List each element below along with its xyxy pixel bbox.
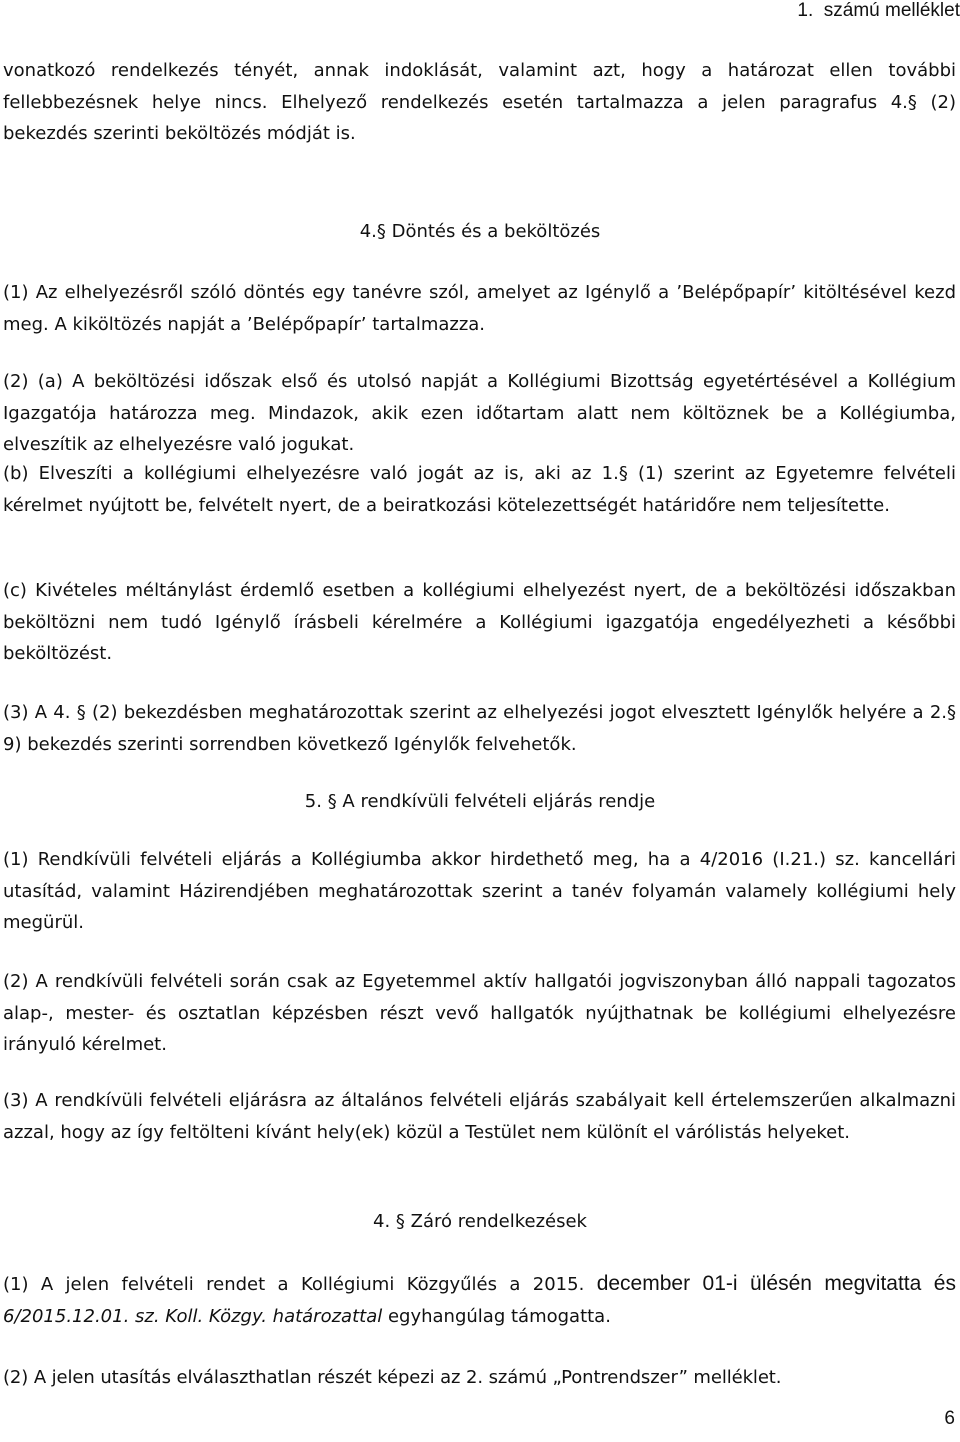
final-p1-text-b: december 01-i ülésén megvitatta és: [596, 1272, 956, 1295]
section-4-paragraph-1: (1) Az elhelyezésről szóló döntés egy tanévre szól, amelyet az Igénylő a ’Belépőpapír’ kitöltésével kezd meg. A kiköltözés napját a ’Belépőpapír’ tartalmazza.: [3, 282, 956, 335]
section-4-heading: 4.§ Döntés és a beköltözés: [359, 221, 601, 242]
section-4-paragraph-2b: (b) Elveszíti a kollégiumi elhelyezésre való jogát az is, aki az 1.§ (1) szerint az Egyetemre felvételi kérelmet nyújtott be, felvételt nyert, de a beiratkozási kötelezettségét határidőre nem teljesítette.: [3, 463, 956, 516]
final-paragraph-2: (2) A jelen utasítás elválaszthatlan részét képezi az 2. számú „Pontrendszer” melléklet.: [3, 1367, 782, 1388]
final-p1-text-a: (1) A jelen felvételi rendet a Kollégiumi Közgyűlés a 2015.: [3, 1274, 585, 1295]
intro-paragraph: vonatkozó rendelkezés tényét, annak indoklását, valamint azt, hogy a határozat ellen további fellebbezésnek helye nincs. Elhelyező rendelkezés esetén tartalmazza a jelen paragrafus 4.§ (2) bekezdés szerinti beköltözés módját is.: [3, 60, 956, 144]
section-5-paragraph-2: (2) A rendkívüli felvételi során csak az Egyetemmel aktív hallgatói jogviszonyban álló nappali tagozatos alap-, mester- és osztatlan képzésben részt vevő hallgatók nyújthatnak be kollégiumi elhelyezésre irányuló kérelmet.: [3, 971, 956, 1055]
section-5-paragraph-1: (1) Rendkívüli felvételi eljárás a Kollégiumba akkor hirdethető meg, ha a 4/2016 (I.21.) sz. kancellári utasítád, valamint Házirendjében meghatározottak szerint a tanév folyamán valamely kollégiumi hely megürül.: [3, 849, 956, 933]
section-5-heading: 5. § A rendkívüli felvételi eljárás rendje: [304, 791, 656, 812]
page-number: 6: [944, 1408, 955, 1429]
section-4-paragraph-2a: (2) (a) A beköltözési időszak első és utolsó napját a Kollégiumi Bizottság egyetértésével a Kollégium Igazgatója határozza meg. Mindazok, akik ezen időtartam alatt nem költöznek be a Kollégiumba, elveszítik az elhelyezésre való jogukat.: [3, 371, 956, 455]
annex-label: 1. számú melléklet: [797, 0, 960, 21]
final-section-heading: 4. § Záró rendelkezések: [373, 1211, 587, 1232]
section-4-paragraph-2c: (c) Kivételes méltánylást érdemlő esetben a kollégiumi elhelyezést nyert, de a beköltözési időszakban beköltözni nem tudó Igénylő írásbeli kérelmére a Kollégiumi igazgatója engedélyezheti a későbbi beköltözést.: [3, 580, 956, 664]
section-4-paragraph-3: (3) A 4. § (2) bekezdésben meghatározottak szerint az elhelyezési jogot elvesztett Igénylők helyére a 2.§ 9) bekezdés szerinti sorrendben következő Igénylők felvehetők.: [3, 702, 956, 755]
final-p1-text-d: egyhangúlag támogatta.: [387, 1305, 611, 1327]
section-5-paragraph-3: (3) A rendkívüli felvételi eljárásra az általános felvételi eljárás szabályait kell értelemszerűen alkalmazni azzal, hogy az így feltölteni kívánt hely(ek) közül a Testület nem különít el várólistás helyeket.: [3, 1090, 956, 1143]
final-paragraph-1: [3, 1268, 956, 1332]
final-p1-resolution: 6/2015.12.01. sz. Koll. Közgy. határozattal: [3, 1305, 383, 1327]
